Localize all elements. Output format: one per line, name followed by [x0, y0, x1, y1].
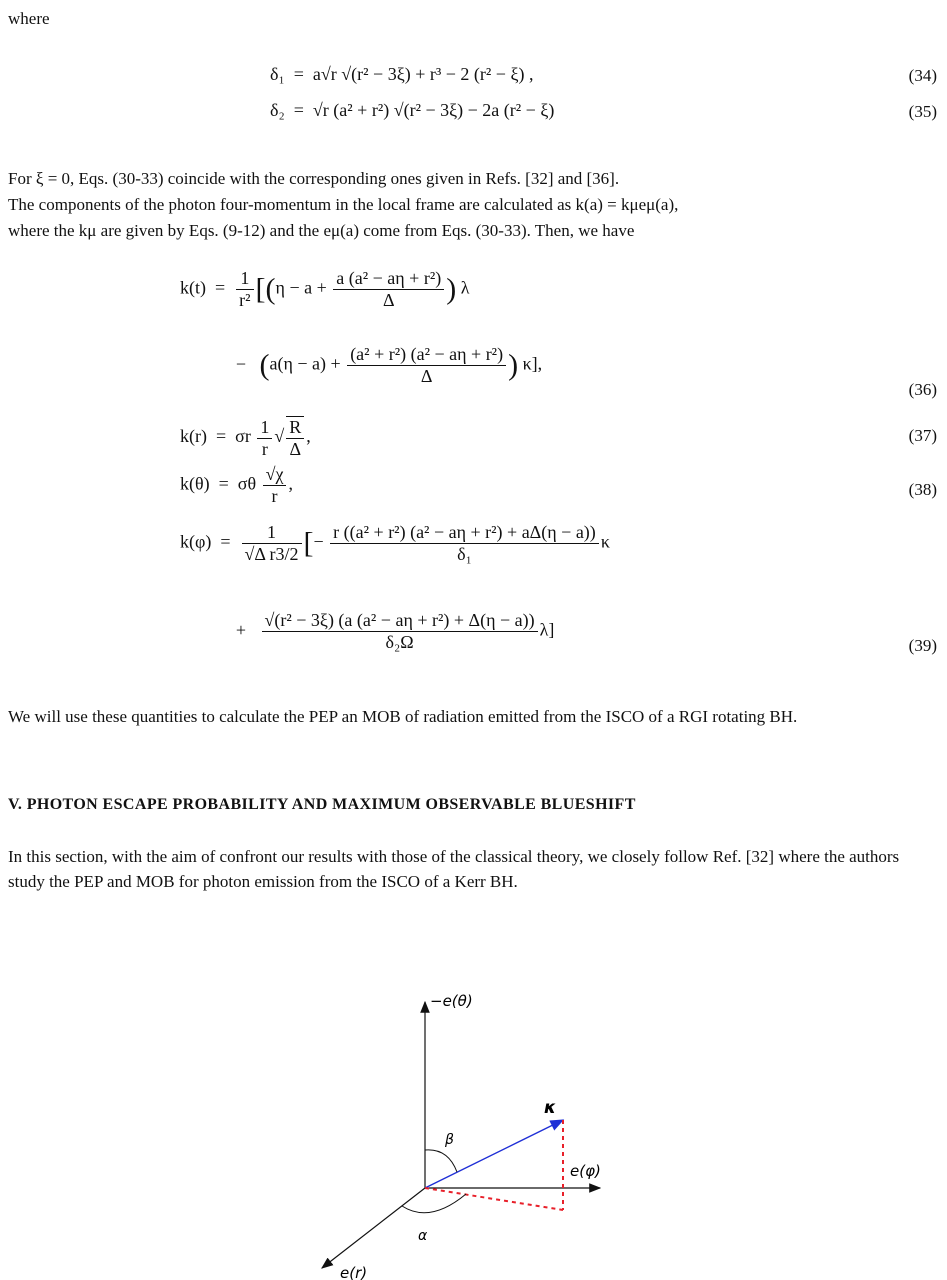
section-heading: V. PHOTON ESCAPE PROBABILITY AND MAXIMUM OBSERVABLE BLUESHIFT: [8, 796, 636, 813]
equation-number-36: (36): [908, 380, 937, 399]
local-frame-diagram: [0, 880, 947, 1280]
paragraph-1-line-2: The components of the photon four-momentum in the local frame are calculated as k(a) = kμeμ(a),: [8, 195, 679, 214]
paragraph-1-line-1: For ξ = 0, Eqs. (30-33) coincide with the corresponding ones given in Refs. [32] and [36].: [8, 169, 620, 188]
equation-38: k(θ) = σθ $\frac{√\chi}{r}$ ,: [180, 464, 293, 506]
kappa-vector: [425, 1120, 563, 1188]
equation-39-line-1: k(φ) = $\frac{1}{\text{√Δ r3/2}}$ [− $\frac{\text{r ((a² + r²) (a² − aη + r²) + aΔ(η − a))}}{\text{δ₁}}$ κ: [180, 522, 610, 564]
where-text: where: [8, 9, 50, 28]
theta-axis-label: −e(θ): [430, 992, 473, 1010]
equation-39-line-2: + $\frac{\text{√(r² − 3ξ) (a (a² − aη + r²) + Δ(η − a))}}{\text{δ₂Ω}}$ λ]: [235, 610, 555, 652]
equation-number-34: (34): [908, 66, 937, 85]
equation-36-line-2: − (a(η − a) + $\frac{\text{(a² + r²) (a² − aη + r²)}}{\Delta}$ ) κ],: [235, 344, 543, 386]
equation-37: k(r) = σr $\frac{1}{r}$ √ $\frac{R}{\Delta}$ ,: [180, 416, 311, 459]
projection-horizontal: [425, 1188, 563, 1210]
alpha-arc: [402, 1194, 466, 1213]
r-axis: [322, 1188, 425, 1268]
equation-number-35: (35): [908, 102, 937, 121]
equation-number-39: (39): [908, 636, 937, 655]
kappa-label: κ: [544, 1098, 557, 1118]
paragraph-3: In this section, with the aim of confront our results with those of the classical theory, we closely follow Ref. [32] where the authors study the PEP and MOB for photon emission from the ISCO of a Kerr BH.: [8, 847, 900, 891]
equation-number-37: (37): [908, 426, 937, 445]
paragraph-1-line-3: where the kμ are given by Eqs. (9-12) and the eμ(a) come from Eqs. (30-33). Then, we have: [8, 221, 635, 240]
equation-35: δ₂ = √r (a² + r²) √(r² − 3ξ) − 2a (r² − ξ): [270, 100, 555, 120]
beta-arc: [425, 1150, 457, 1172]
alpha-label: α: [418, 1228, 428, 1244]
r-axis-label: e(r): [340, 1264, 368, 1280]
phi-axis-label: e(φ): [570, 1162, 601, 1180]
equation-34: δ₁ = a√r √(r² − 3ξ) + r³ − 2 (r² − ξ) ,: [270, 64, 534, 84]
equation-36-line-1: k(t) = $\frac{1}{\text{r²}}$ [(η − a + $\frac{\text{a (a² − aη + r²)}}{\Delta}$ ) λ: [180, 268, 470, 310]
paragraph-2: We will use these quantities to calculate the PEP an MOB of radiation emitted from the ISCO of a RGI rotating BH.: [8, 707, 798, 726]
beta-label: β: [445, 1132, 454, 1148]
equation-number-38: (38): [908, 480, 937, 499]
